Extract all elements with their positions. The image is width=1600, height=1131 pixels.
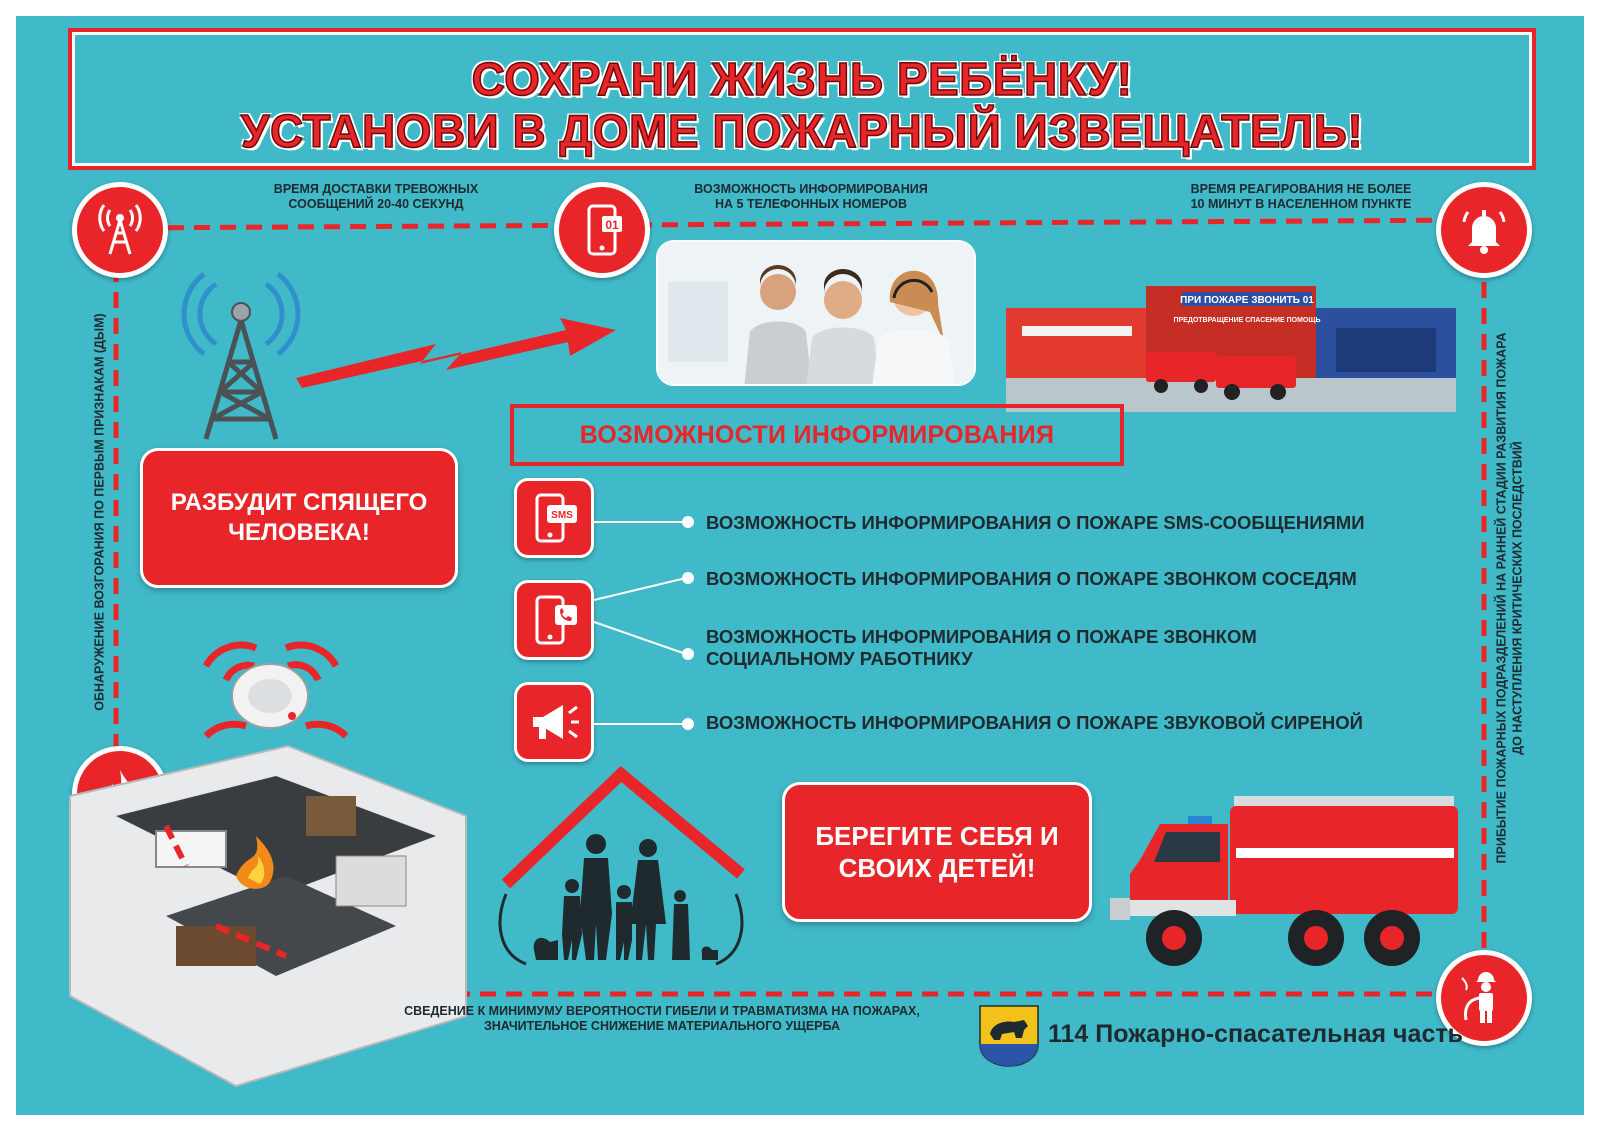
wake-panel-text: РАЗБУДИТ СПЯЩЕГО ЧЕЛОВЕКА! bbox=[170, 489, 428, 546]
sms-label: SMS bbox=[551, 510, 573, 521]
caption-arrival-line-2: ДО НАСТУПЛЕНИЯ КРИТИЧЕСКИХ ПОСЛЕДСТВИЙ bbox=[1510, 441, 1525, 755]
connector-sms bbox=[594, 521, 686, 523]
bullet-dot-4 bbox=[682, 718, 694, 730]
section-title-box bbox=[510, 404, 1124, 466]
caption-arrival-line-1: ПРИБЫТИЕ ПОЖАРНЫХ ПОДРАЗДЕЛЕНИЙ НА РАННЕЙ СТАДИИ РАЗВИТИЯ ПОЖАРА bbox=[1494, 332, 1509, 864]
connector-call bbox=[594, 572, 694, 662]
caption-smoke-detection: ОБНАРУЖЕНИЕ ВОЗГОРАНИЯ ПО ПЕРВЫМ ПРИЗНАКАМ (ДЫМ) bbox=[92, 313, 107, 711]
sms-phone-icon bbox=[527, 491, 581, 545]
call-feature-icon-box bbox=[514, 580, 594, 660]
caption-response-time: ВРЕМЯ РЕАГИРОВАНИЯ НЕ БОЛЕЕ 10 МИНУТ В НАСЕЛЕННОМ ПУНКТЕ bbox=[1190, 182, 1412, 211]
caption-delivery-time: ВРЕМЯ ДОСТАВКИ ТРЕВОЖНЫХ СООБЩЕНИЙ 20-40 СЕКУНД bbox=[273, 182, 479, 211]
section-title: ВОЗМОЖНОСТИ ИНФОРМИРОВАНИЯ bbox=[579, 420, 1055, 449]
operators-illustration bbox=[658, 242, 976, 386]
signal-arrow bbox=[296, 304, 626, 394]
bullet-dot-3 bbox=[682, 648, 694, 660]
sms-feature-icon-box bbox=[514, 478, 594, 558]
connector-siren bbox=[594, 723, 686, 725]
wake-panel bbox=[140, 448, 458, 588]
feature-call-social-worker: ВОЗМОЖНОСТЬ ИНФОРМИРОВАНИЯ О ПОЖАРЕ ЗВОНКОМ СОЦИАЛЬНОМУ РАБОТНИКУ bbox=[706, 626, 1257, 669]
phone-number-label: 01 bbox=[605, 218, 619, 232]
fire-truck-illustration bbox=[1110, 788, 1464, 978]
siren-feature-icon-box bbox=[514, 682, 594, 762]
megaphone-icon bbox=[527, 695, 581, 749]
station-sign: ПРИ ПОЖАРЕ ЗВОНИТЬ 01 bbox=[1180, 295, 1314, 306]
antenna-icon bbox=[90, 200, 150, 260]
feature-sms: ВОЗМОЖНОСТЬ ИНФОРМИРОВАНИЯ О ПОЖАРЕ SMS-СООБЩЕНИЯМИ bbox=[706, 512, 1365, 533]
antenna-circle bbox=[72, 182, 168, 278]
fire-station-photo bbox=[1006, 252, 1456, 412]
station-subsign: ПРЕДОТВРАЩЕНИЕ СПАСЕНИЕ ПОМОЩЬ bbox=[1173, 317, 1321, 324]
feature-siren: ВОЗМОЖНОСТЬ ИНФОРМИРОВАНИЯ О ПОЖАРЕ ЗВУКОВОЙ СИРЕНОЙ bbox=[706, 712, 1363, 733]
org-name: 114 Пожарно-спасательная часть bbox=[1048, 1020, 1463, 1048]
headline-line-1: СОХРАНИ ЖИЗНЬ РЕБЁНКУ! bbox=[471, 53, 1133, 105]
radio-tower-illustration bbox=[176, 254, 306, 444]
phone-circle bbox=[554, 182, 650, 278]
smoke-detector bbox=[232, 664, 308, 728]
title-frame bbox=[68, 28, 1536, 170]
operators-photo bbox=[656, 240, 976, 386]
phone-icon bbox=[572, 200, 632, 260]
headline-line-2: УСТАНОВИ В ДОМЕ ПОЖАРНЫЙ ИЗВЕЩАТЕЛЬ! bbox=[240, 105, 1364, 157]
caption-phone-numbers: ВОЗМОЖНОСТЬ ИНФОРМИРОВАНИЯ НА 5 ТЕЛЕФОННЫХ НОМЕРОВ bbox=[694, 182, 928, 211]
bullet-dot-2 bbox=[682, 572, 694, 584]
bell-icon bbox=[1454, 200, 1514, 260]
family-silhouettes bbox=[534, 834, 718, 960]
care-panel-text: БЕРЕГИТЕ СЕБЯ И СВОИХ ДЕТЕЙ! bbox=[815, 821, 1059, 883]
caption-minimize-risk: СВЕДЕНИЕ К МИНИМУМУ ВЕРОЯТНОСТИ ГИБЕЛИ И ТРАВМАТИЗМА НА ПОЖАРАХ, ЗНАЧИТЕЛЬНОЕ СНИЖЕНИЕ МАТЕРИАЛЬНОГО УЩЕРБА bbox=[404, 1004, 920, 1033]
call-phone-icon bbox=[527, 593, 581, 647]
bullet-dot-1 bbox=[682, 516, 694, 528]
poster bbox=[16, 16, 1584, 1115]
family-illustration bbox=[476, 764, 766, 974]
care-panel bbox=[782, 782, 1092, 922]
feature-call-neighbors: ВОЗМОЖНОСТЬ ИНФОРМИРОВАНИЯ О ПОЖАРЕ ЗВОНКОМ СОСЕДЯМ bbox=[706, 568, 1357, 589]
city-crest-logo bbox=[978, 1004, 1040, 1068]
